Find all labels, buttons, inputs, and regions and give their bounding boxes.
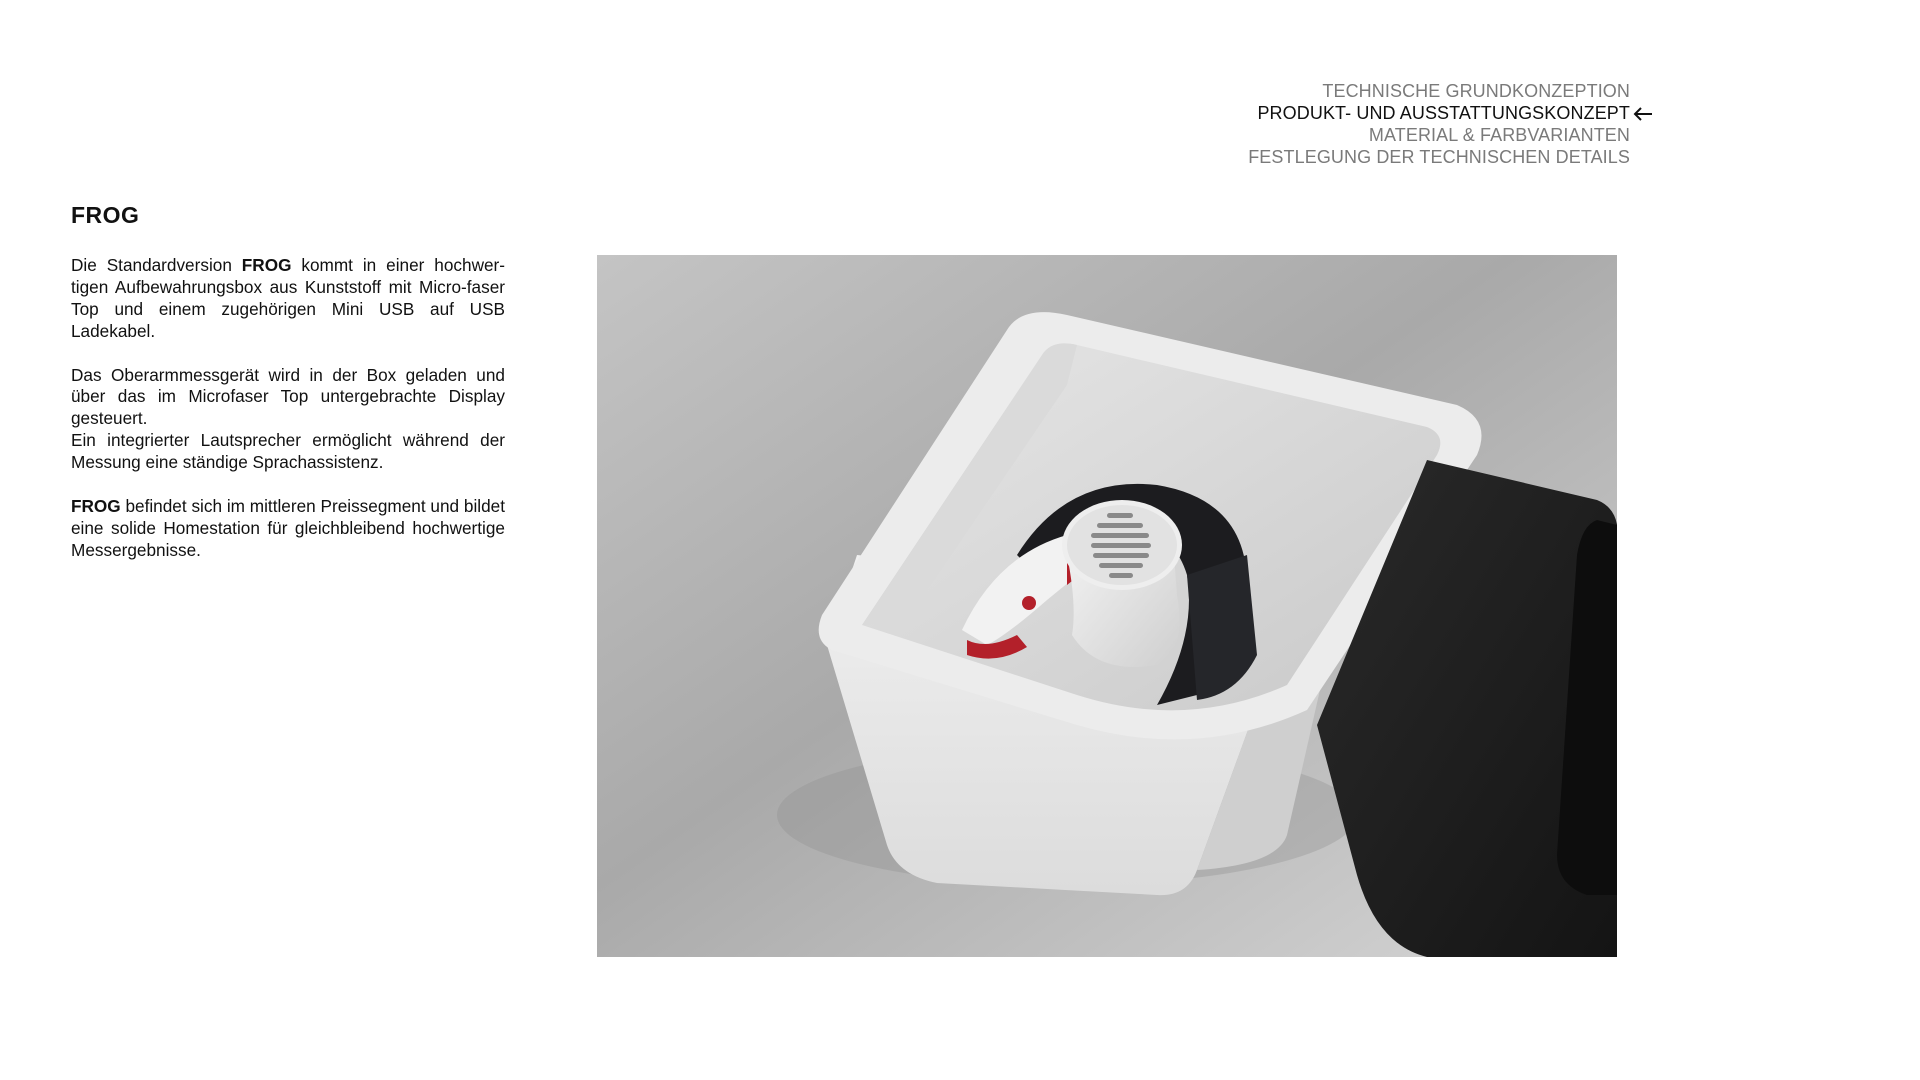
description-text	[71, 255, 505, 584]
nav-item-material-farbvarianten[interactable]: MATERIAL & FARBVARIANTEN	[1368, 125, 1630, 145]
nav-item-technische-grundkonzeption[interactable]: TECHNISCHE GRUNDKONZEPTION	[1322, 81, 1630, 101]
section-navigation	[1248, 80, 1630, 168]
brand-name: FROG	[241, 255, 292, 275]
arrow-left-icon	[1632, 103, 1654, 125]
paragraph-standard-version: Die Standardversion FROG kommt in einer hochwer-tigen Aufbewahrungsbox aus Kunststoff mit Micro-faser Top und einem zugehörigen Mini USB auf USB Ladekabel.	[71, 255, 505, 341]
product-render-image	[597, 255, 1617, 957]
nav-item-produkt-ausstattungskonzept[interactable]: PRODUKT- UND AUSSTATTUNGSKONZEPT	[1257, 103, 1630, 123]
storage-box-illustration	[597, 255, 1617, 957]
nav-item-technische-details[interactable]: FESTLEGUNG DER TECHNISCHEN DETAILS	[1248, 147, 1630, 167]
page-title: FROG	[71, 202, 140, 228]
brand-name: FROG	[71, 495, 121, 516]
paragraph-function: Das Oberarmmessgerät wird in der Box geladen und über das im Microfaser Top untergebrachte Display gesteuert. Ein integrierter Lautsprecher ermöglicht während der Messung eine ständige Sprachassistenz.	[71, 364, 505, 473]
paragraph-price-segment: FROG befindet sich im mittleren Preissegment und bildet eine solide Homestation für gleichbleibend hochwertige Messergebnisse.	[71, 495, 505, 560]
